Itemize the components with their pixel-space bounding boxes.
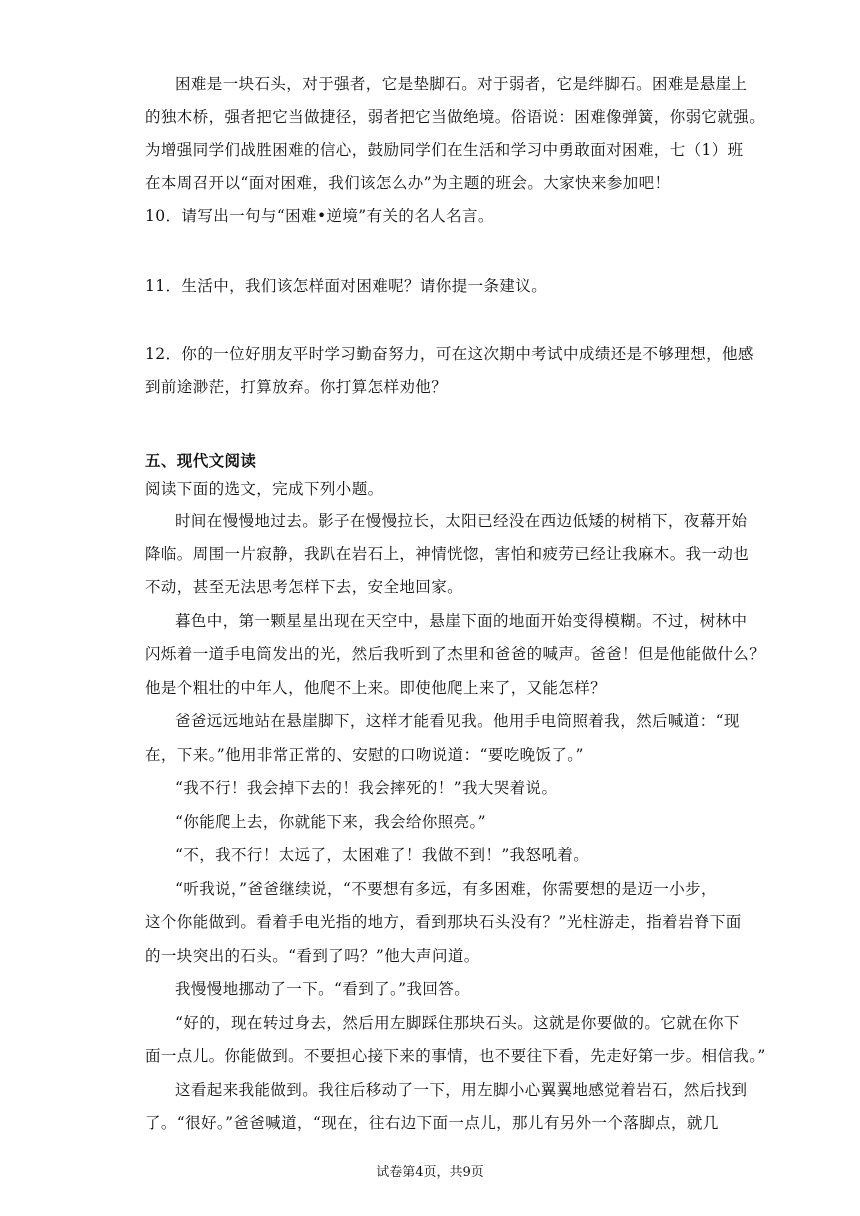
reading-line: “听我说，”爸爸继续说，“不要想有多远，有多困难，你需要想的是迈一小步，	[175, 880, 717, 898]
question-12-line-2: 到前途渺茫，打算放弃。你打算怎样劝他？	[145, 378, 448, 396]
section-heading: 五、现代文阅读	[145, 452, 257, 470]
reading-line: 面一点儿。你能做到。不要担心接下来的事情，也不要往下看，先走好第一步。相信我。”	[145, 1047, 766, 1065]
reading-line: “不，我不行！太远了，太困难了！我做不到！”我怒吼着。	[175, 846, 590, 864]
reading-line: 在，下来。”他用非常正常的、安慰的口吻说道：“要吃晚饭了。”	[145, 746, 584, 764]
reading-line: “我不行！我会掉下去的！我会摔死的！”我大哭着说。	[175, 779, 558, 797]
question-11: 11．生活中，我们该怎样面对困难呢？请你提一条建议。	[145, 277, 548, 295]
reading-line: 我慢慢地挪动了一下。“看到了。”我回答。	[175, 980, 471, 998]
reading-line: “你能爬上去，你就能下来，我会给你照亮。”	[175, 813, 486, 831]
reading-line: 闪烁着一道手电筒发出的光，然后我听到了杰里和爸爸的喊声。爸爸！但是他能做什么？	[145, 645, 766, 663]
reading-line: “好的，现在转过身去，然后用左脚踩住那块石头。这就是你要做的。它就在你下	[175, 1014, 740, 1032]
question-10: 10．请写出一句与“困难•逆境”有关的名人名言。	[145, 207, 494, 225]
reading-line: 暮色中，第一颗星星出现在天空中，悬崖下面的地面开始变得模糊。不过，树林中	[175, 612, 748, 630]
reading-line: 的一块突出的石头。“看到了吗？”他大声问道。	[145, 947, 480, 965]
reading-line: 时间在慢慢地过去。影子在慢慢拉长，太阳已经没在西边低矮的树梢下，夜幕开始	[175, 512, 748, 530]
reading-line: 降临。周围一片寂静，我趴在岩石上，神情恍惚，害怕和疲劳已经让我麻木。我一动也	[145, 545, 750, 563]
reading-line: 他是个粗壮的中年人，他爬不上来。即使他爬上来了，又能怎样？	[145, 679, 607, 697]
passage-line: 的独木桥，强者把它当做捷径，弱者把它当做绝境。俗语说：困难像弹簧，你弱它就强。	[145, 108, 766, 126]
passage-line: 为增强同学们战胜困难的信心，鼓励同学们在生活和学习中勇敢面对困难，七（1）班	[145, 141, 744, 159]
passage-line: 在本周召开以“面对困难，我们该怎么办”为主题的班会。大家快来参加吧！	[145, 174, 671, 192]
reading-line: 不动，甚至无法思考怎样下去，安全地回家。	[145, 578, 464, 596]
page-footer: 试卷第4页，共9页	[376, 1165, 484, 1180]
passage-line: 困难是一块石头，对于强者，它是垫脚石。对于弱者，它是绊脚石。困难是悬崖上	[175, 75, 748, 93]
reading-line: 爸爸远远地站在悬崖脚下，这样才能看见我。他用手电筒照着我，然后喊道：“现	[175, 712, 740, 730]
reading-line: 这看起来我能做到。我往后移动了一下，用左脚小心翼翼地感觉着岩石，然后找到	[175, 1081, 748, 1099]
question-12-line-1: 12．你的一位好朋友平时学习勤奋努力，可在这次期中考试中成绩还是不够理想，他感	[145, 345, 754, 363]
section-instruction: 阅读下面的选文，完成下列小题。	[145, 480, 384, 498]
reading-line: 这个你能做到。看着手电光指的地方，看到那块石头没有？”光柱游走，指着岩脊下面	[145, 913, 742, 931]
reading-line: 了。“很好。”爸爸喊道，“现在，往右边下面一点儿，那儿有另外一个落脚点，就几	[145, 1114, 719, 1132]
